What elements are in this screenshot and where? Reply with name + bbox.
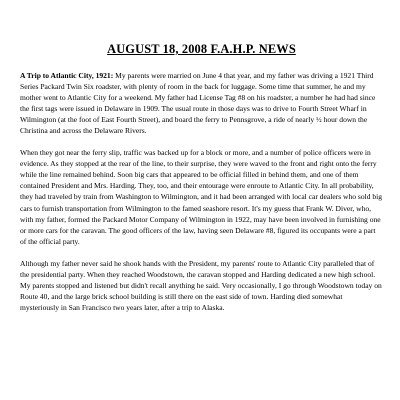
paragraph-text: My parents were married on June 4 that year, and my father was driving a 1921 Third Series Packard Twin Six roadster, with plenty of room in the back for luggage. Some time that summer, he and my mother went to Atlantic City for a weekend. My father had License Tag #8 on his roadster, a number he had had since the first tags were issued in Delaware in 1909. The usual route in those days was to drive to Fourth Street Wharf in Wilmington (at the foot of East Fourth Street), and board the ferry to Pennsgrove, a ride of nearly ½ hour down the Christina and across the Delaware Rivers. [20, 71, 376, 136]
newsletter-title: AUGUST 18, 2008 F.A.H.P. NEWS [107, 42, 296, 56]
paragraph-text: Although my father never said he shook hands with the President, my parents' route to Atlantic City paralleled that of the presidential party. When they reached Woodstown, the caravan stopped and Harding dedicated a new high school. My parents stopped and listened but didn't recall anything he said. Very occasionally, I go through Woodstown today on Route 40, and the large brick school building is still there on the east side of town. Harding died somewhat mysteriously in San Francisco two years later, after a trip to Alaska. [20, 258, 382, 312]
paragraph-trip-intro [20, 70, 383, 136]
paragraph-lead-heading: A Trip to Atlantic City, 1921: [20, 71, 114, 80]
paragraph-text: When they got near the ferry slip, traffic was backed up for a block or more, and a number of police officers were in evidence. As they stopped at the rear of the line, to their surprise, they were waved to the front and right onto the ferry while the line remained behind. Soon big cars that appeared to be official filled in behind them, and one of them contained President and Mrs. Harding. They, too, and their entourage were enroute to Atlantic City. In all probability, they had traveled by train from Washington to Wilmington, and it had been arranged with local car dealers who sold big cars to furnish transportation from Wilmington to the famed seashore resort. It's my guess that Frank W. Diver, who, with my father, formed the Packard Motor Company of Wilmington in 1922, may have been involved in furnishing one or more cars for the caravan. The good officers of the law, having seen Delaware #8, figured its occupants were a part of the official party. [20, 148, 383, 246]
paragraph-woodstown [20, 258, 383, 313]
paragraph-ferry [20, 147, 383, 246]
